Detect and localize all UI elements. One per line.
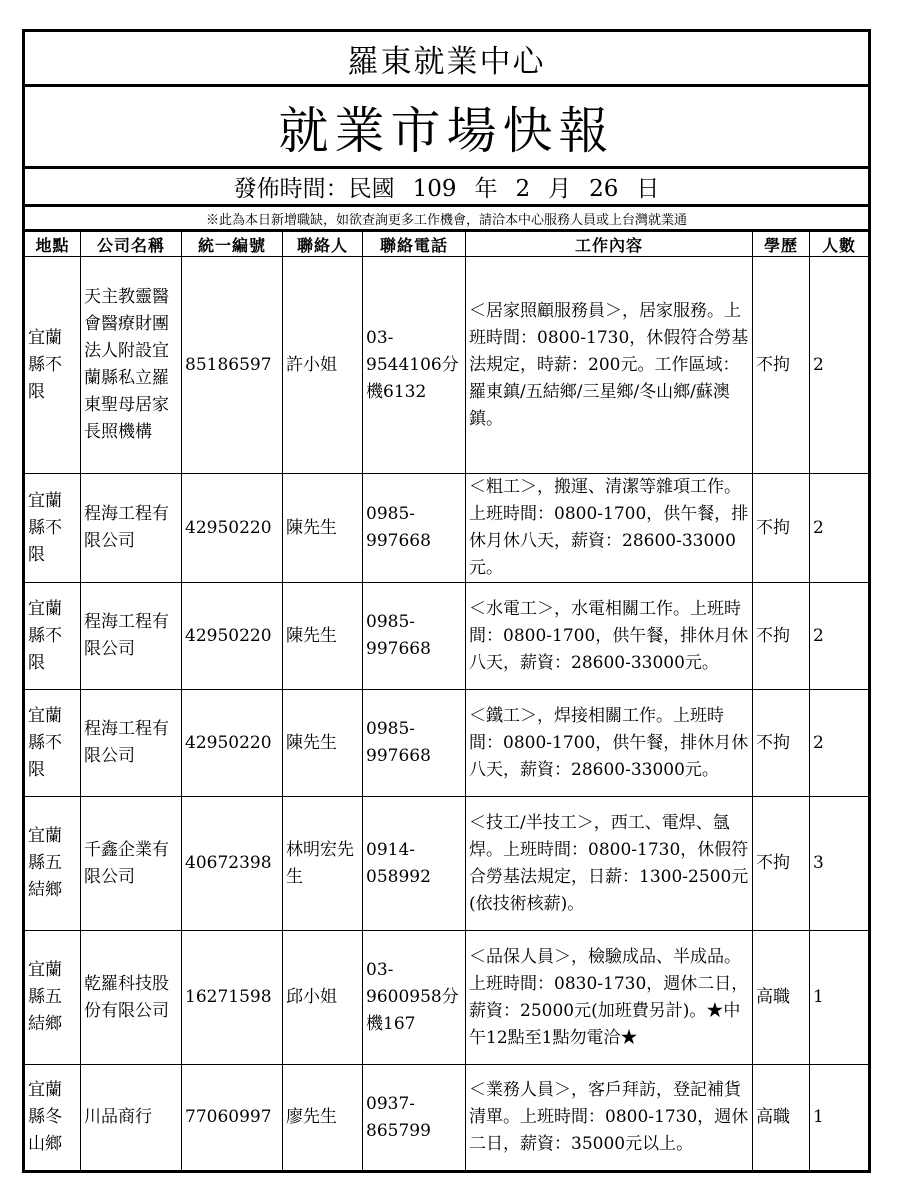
col-header-company: 公司名稱	[81, 231, 182, 257]
bulletin-title: 就業市場快報	[24, 86, 870, 168]
cell-education: 不拘	[753, 583, 810, 690]
date-month: 2	[515, 176, 531, 202]
cell-contact: 許小姐	[283, 257, 363, 474]
cell-tax-id: 42950220	[182, 583, 283, 690]
cell-count: 2	[810, 474, 870, 583]
date-day-unit: 日	[636, 176, 660, 202]
publish-date	[24, 168, 870, 206]
col-header-education: 學歷	[753, 231, 810, 257]
cell-location: 宜蘭縣不限	[24, 583, 81, 690]
cell-tax-id: 42950220	[182, 690, 283, 797]
cell-phone: 0985-997668	[363, 583, 466, 690]
table-row	[24, 931, 870, 1065]
cell-location: 宜蘭縣不限	[24, 257, 81, 474]
cell-location: 宜蘭縣不限	[24, 690, 81, 797]
col-header-tax-id: 統一編號	[182, 231, 283, 257]
cell-phone: 0937-865799	[363, 1065, 466, 1172]
date-day: 26	[589, 176, 619, 202]
cell-count: 1	[810, 1065, 870, 1172]
cell-education: 高職	[753, 931, 810, 1065]
cell-company: 程海工程有限公司	[81, 474, 182, 583]
table-row	[24, 1065, 870, 1172]
cell-location: 宜蘭縣五結鄉	[24, 797, 81, 931]
col-header-contact: 聯絡人	[283, 231, 363, 257]
cell-contact: 陳先生	[283, 583, 363, 690]
cell-content: ＜技工/半技工＞，西工、電焊、氬焊。上班時間：0800-1730，休假符合勞基法規定，日薪：1300-2500元(依技術核薪)。	[466, 797, 753, 931]
table-row	[24, 797, 870, 931]
col-header-content: 工作內容	[466, 231, 753, 257]
table-header-row	[24, 231, 870, 257]
date-month-unit: 月	[548, 176, 572, 202]
cell-tax-id: 16271598	[182, 931, 283, 1065]
cell-content: ＜鐵工＞，焊接相關工作。上班時間：0800-1700，供午餐，排休月休八天，薪資：28600-33000元。	[466, 690, 753, 797]
cell-company: 程海工程有限公司	[81, 690, 182, 797]
cell-company: 天主教靈醫會醫療財團法人附設宜蘭縣私立羅東聖母居家長照機構	[81, 257, 182, 474]
cell-count: 2	[810, 257, 870, 474]
cell-contact: 林明宏先生	[283, 797, 363, 931]
col-header-phone: 聯絡電話	[363, 231, 466, 257]
cell-count: 3	[810, 797, 870, 931]
bulletin-table	[22, 29, 871, 1173]
cell-company: 乾羅科技股份有限公司	[81, 931, 182, 1065]
cell-contact: 廖先生	[283, 1065, 363, 1172]
cell-education: 不拘	[753, 257, 810, 474]
cell-education: 不拘	[753, 690, 810, 797]
cell-phone: 03-9544106分機6132	[363, 257, 466, 474]
cell-count: 2	[810, 690, 870, 797]
table-row	[24, 474, 870, 583]
col-header-location: 地點	[24, 231, 81, 257]
cell-company: 川品商行	[81, 1065, 182, 1172]
cell-count: 2	[810, 583, 870, 690]
cell-company: 千鑫企業有限公司	[81, 797, 182, 931]
cell-company: 程海工程有限公司	[81, 583, 182, 690]
center-name: 羅東就業中心	[24, 31, 870, 86]
cell-tax-id: 77060997	[182, 1065, 283, 1172]
cell-contact: 陳先生	[283, 474, 363, 583]
table-row	[24, 690, 870, 797]
cell-content: ＜居家照顧服務員＞，居家服務。上班時間：0800-1730，休假符合勞基法規定，時薪：200元。工作區域：羅東鎮/五結鄉/三星鄉/冬山鄉/蘇澳鎮。	[466, 257, 753, 474]
cell-content: ＜品保人員＞，檢驗成品、半成品。上班時間：0830-1730，週休二日，薪資：25000元(加班費另計)。★中午12點至1點勿電洽★	[466, 931, 753, 1065]
cell-location: 宜蘭縣冬山鄉	[24, 1065, 81, 1172]
date-year-unit: 年	[474, 176, 498, 202]
cell-location: 宜蘭縣不限	[24, 474, 81, 583]
cell-phone: 03-9600958分機167	[363, 931, 466, 1065]
cell-education: 高職	[753, 1065, 810, 1172]
cell-count: 1	[810, 931, 870, 1065]
bulletin-note: ※此為本日新增職缺，如欲查詢更多工作機會，請洽本中心服務人員或上台灣就業通	[24, 206, 870, 231]
cell-education: 不拘	[753, 474, 810, 583]
cell-phone: 0914-058992	[363, 797, 466, 931]
cell-phone: 0985-997668	[363, 690, 466, 797]
bulletin-sheet	[22, 29, 868, 1173]
cell-content: ＜水電工＞，水電相關工作。上班時間：0800-1700，供午餐，排休月休八天，薪資：28600-33000元。	[466, 583, 753, 690]
cell-contact: 邱小姐	[283, 931, 363, 1065]
cell-contact: 陳先生	[283, 690, 363, 797]
cell-education: 不拘	[753, 797, 810, 931]
date-prefix: 發佈時間：民國	[233, 176, 395, 202]
table-row	[24, 583, 870, 690]
cell-tax-id: 40672398	[182, 797, 283, 931]
cell-phone: 0985-997668	[363, 474, 466, 583]
cell-tax-id: 85186597	[182, 257, 283, 474]
col-header-count: 人數	[810, 231, 870, 257]
cell-content: ＜業務人員＞，客戶拜訪，登記補貨清單。上班時間：0800-1730，週休二日，薪資：35000元以上。	[466, 1065, 753, 1172]
table-row	[24, 257, 870, 474]
cell-location: 宜蘭縣五結鄉	[24, 931, 81, 1065]
cell-tax-id: 42950220	[182, 474, 283, 583]
cell-content: ＜粗工＞，搬運、清潔等雜項工作。上班時間：0800-1700，供午餐，排休月休八天，薪資：28600-33000元。	[466, 474, 753, 583]
date-year: 109	[412, 176, 457, 202]
